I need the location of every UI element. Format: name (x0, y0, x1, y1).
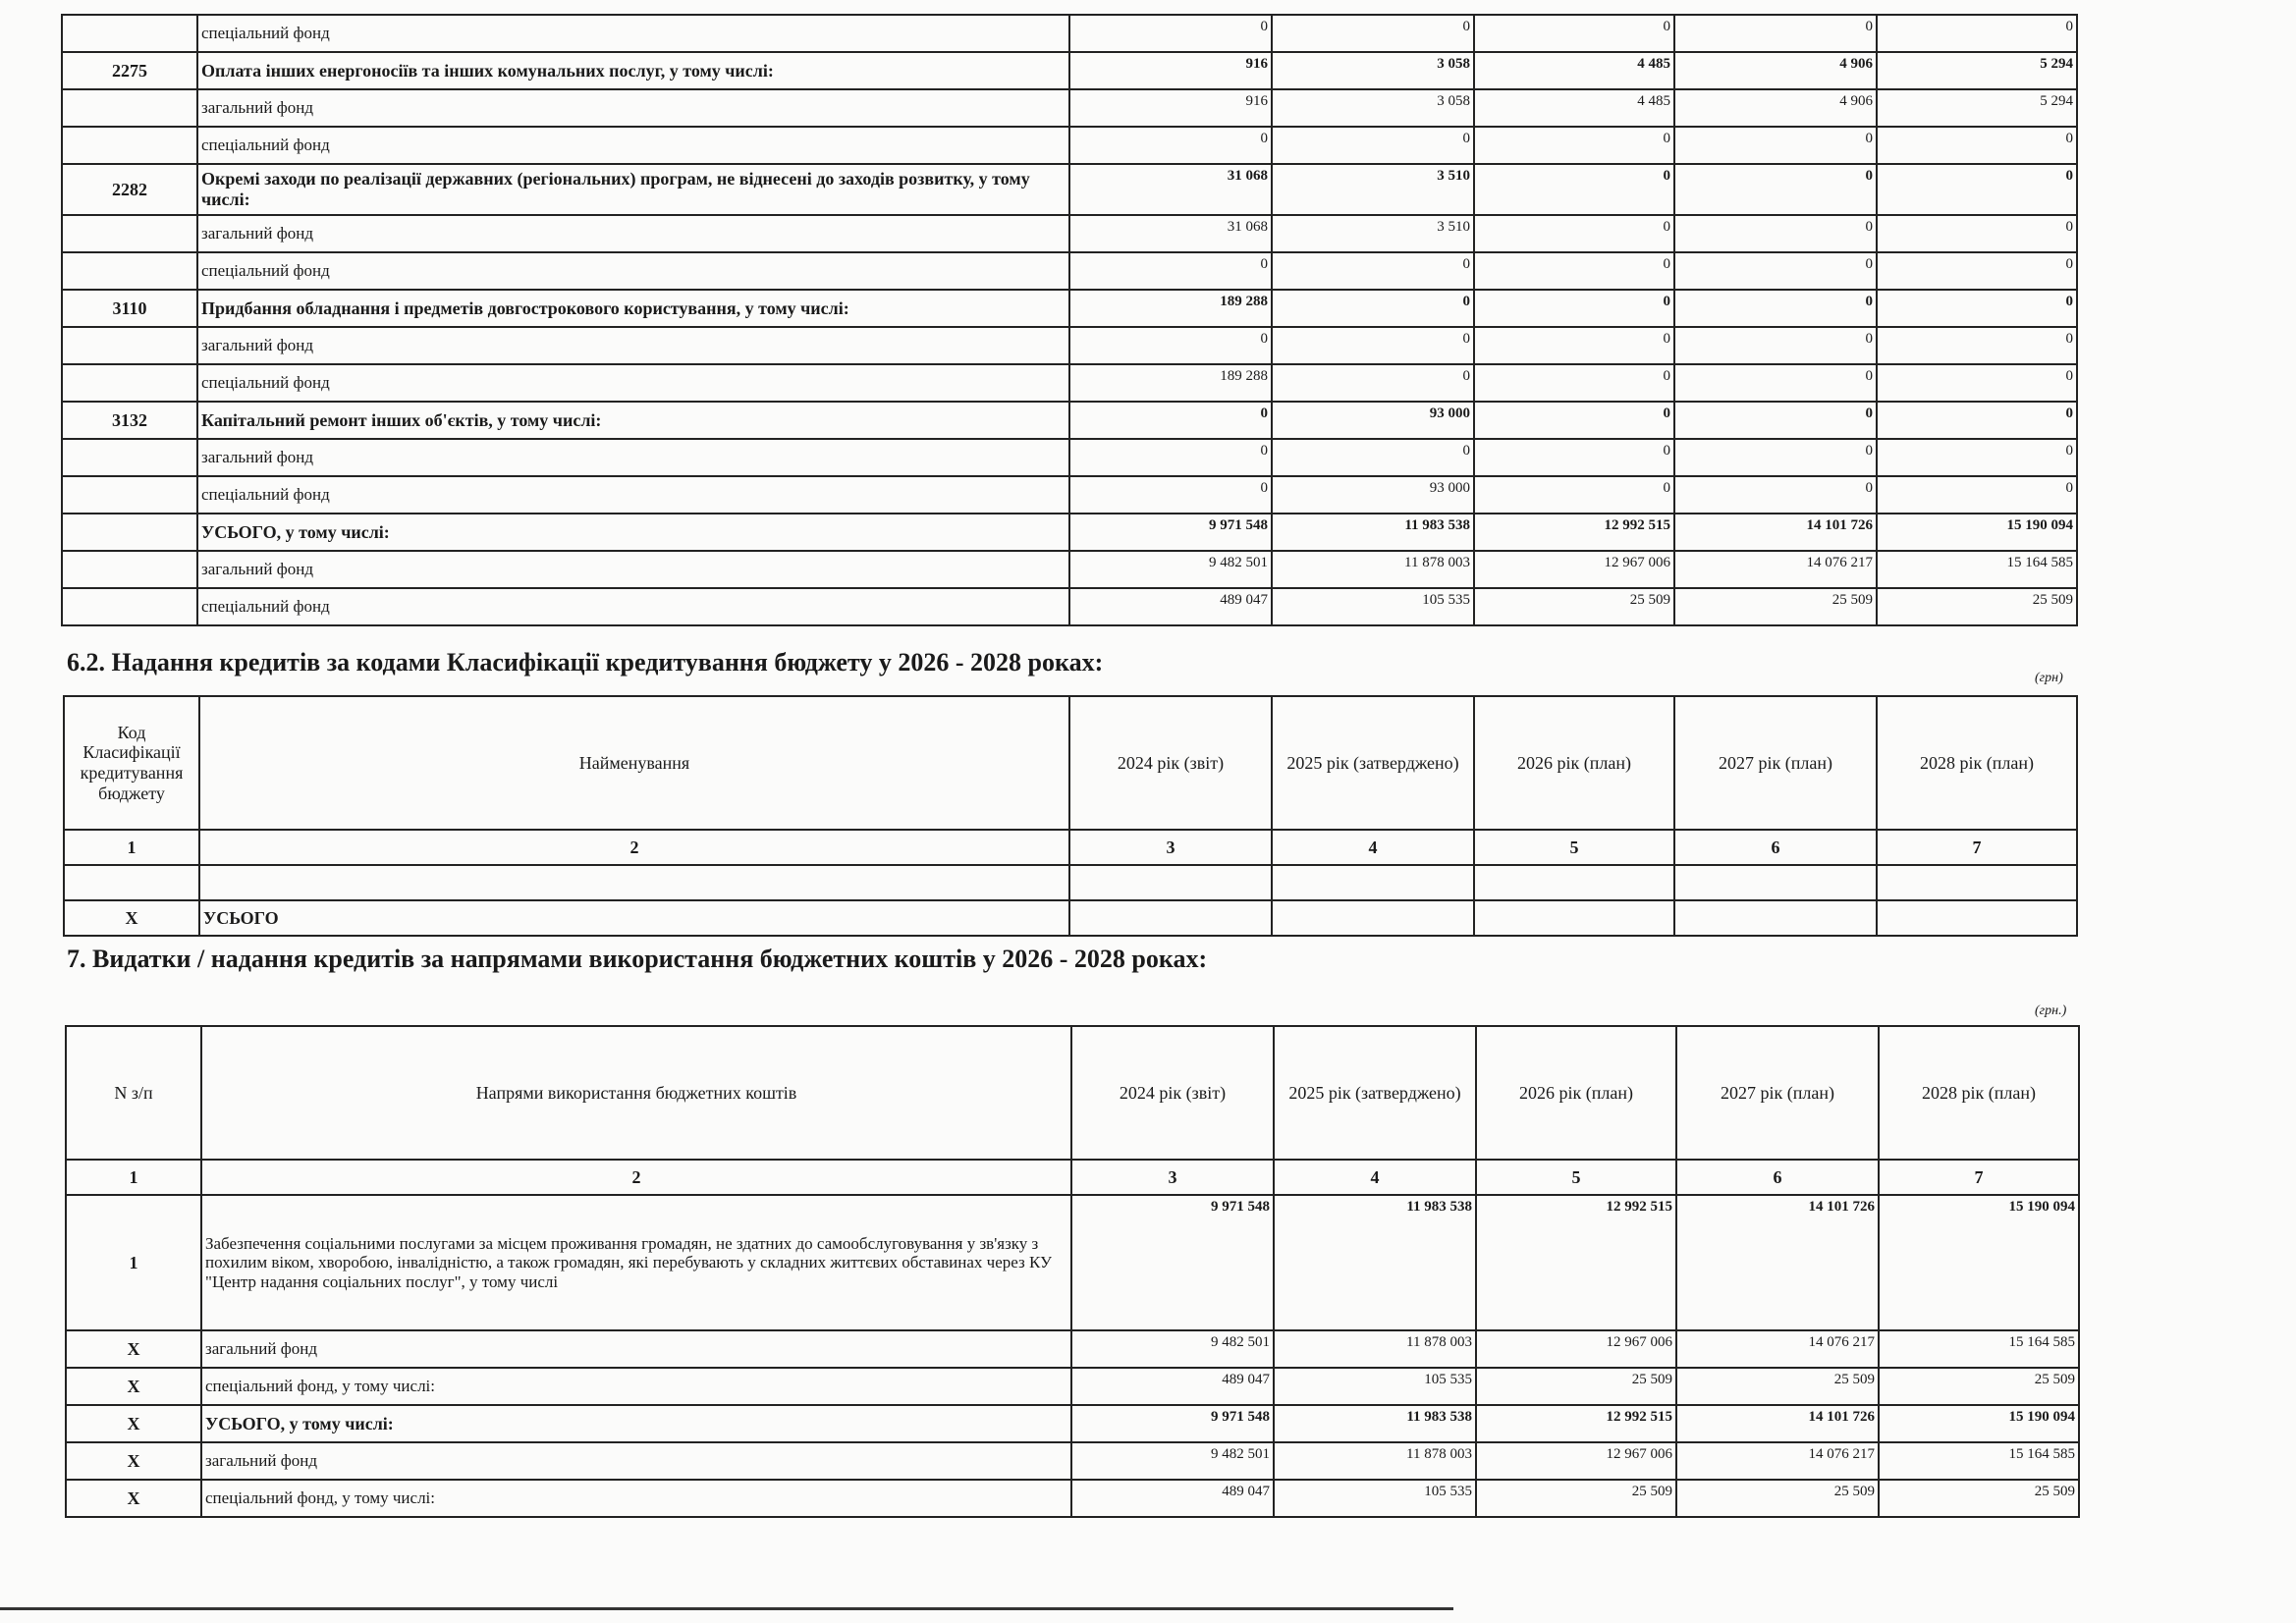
table-row (62, 551, 2077, 588)
row-code (62, 476, 197, 514)
total-label: УСЬОГО (199, 900, 1069, 936)
table-row (66, 1368, 2079, 1405)
directions-table (65, 1025, 2080, 1518)
row-code: Х (66, 1480, 201, 1517)
table-row (62, 52, 2077, 89)
row-value: 25 509 (1879, 1480, 2079, 1517)
row-code (62, 127, 197, 164)
table-row (62, 252, 2077, 290)
row-code (62, 551, 197, 588)
table-row (66, 1330, 2079, 1368)
row-value: 489 047 (1071, 1368, 1274, 1405)
row-code (62, 327, 197, 364)
empty-row (64, 865, 2077, 900)
table-row (62, 327, 2077, 364)
column-index: 4 (1272, 830, 1474, 865)
row-value: 0 (1877, 215, 2077, 252)
row-value: 105 535 (1274, 1368, 1476, 1405)
row-value: 31 068 (1069, 164, 1272, 215)
row-value: 0 (1474, 439, 1674, 476)
column-index: 5 (1474, 830, 1674, 865)
table-row (66, 1195, 2079, 1330)
column-header: Напрями використання бюджетних коштів (201, 1026, 1071, 1160)
row-code (62, 439, 197, 476)
column-header: 2025 рік (затверджено) (1274, 1026, 1476, 1160)
column-header: 2024 рік (звіт) (1069, 696, 1272, 830)
row-name: загальний фонд (197, 439, 1069, 476)
row-value: 25 509 (1877, 588, 2077, 625)
row-value: 0 (1069, 127, 1272, 164)
row-name: спеціальний фонд, у тому числі: (201, 1368, 1071, 1405)
row-value: 0 (1674, 127, 1877, 164)
row-value: 0 (1069, 252, 1272, 290)
row-value: 916 (1069, 89, 1272, 127)
column-header: 2027 рік (план) (1676, 1026, 1879, 1160)
row-value: 9 971 548 (1071, 1405, 1274, 1442)
row-value: 489 047 (1069, 588, 1272, 625)
row-name: загальний фонд (201, 1442, 1071, 1480)
row-value: 0 (1272, 15, 1474, 52)
table-row (62, 514, 2077, 551)
row-value: 105 535 (1272, 588, 1474, 625)
row-value: 0 (1474, 252, 1674, 290)
row-value: 11 878 003 (1274, 1330, 1476, 1368)
header-row (64, 696, 2077, 830)
row-value: 0 (1474, 327, 1674, 364)
row-name: спеціальний фонд (197, 127, 1069, 164)
row-name: спеціальний фонд (197, 588, 1069, 625)
row-value: 14 076 217 (1676, 1442, 1879, 1480)
column-index: 3 (1071, 1160, 1274, 1195)
row-value: 3 510 (1272, 215, 1474, 252)
column-index: 3 (1069, 830, 1272, 865)
row-name: загальний фонд (197, 327, 1069, 364)
table-row (62, 164, 2077, 215)
row-value: 489 047 (1071, 1480, 1274, 1517)
column-index: 7 (1879, 1160, 2079, 1195)
column-header: 2024 рік (звіт) (1071, 1026, 1274, 1160)
row-value: 12 967 006 (1476, 1442, 1676, 1480)
row-value: 0 (1674, 364, 1877, 402)
row-value: 14 076 217 (1676, 1330, 1879, 1368)
column-index: 1 (66, 1160, 201, 1195)
row-value: 0 (1474, 127, 1674, 164)
column-header: 2025 рік (затверджено) (1272, 696, 1474, 830)
row-name: загальний фонд (197, 89, 1069, 127)
row-value: 0 (1474, 15, 1674, 52)
row-value: 12 992 515 (1476, 1195, 1676, 1330)
row-value: 0 (1877, 15, 2077, 52)
row-value: 11 983 538 (1274, 1195, 1476, 1330)
section-6-2-title: 6.2. Надання кредитів за кодами Класифікації кредитування бюджету у 2026 - 2028 роках: (67, 648, 1104, 676)
row-name: Придбання обладнання і предметів довгострокового користування, у тому числі: (197, 290, 1069, 327)
row-value: 0 (1877, 402, 2077, 439)
credits-table (63, 695, 2078, 937)
row-value: 0 (1474, 164, 1674, 215)
row-code: Х (66, 1330, 201, 1368)
row-name: УСЬОГО, у тому числі: (201, 1405, 1071, 1442)
row-code: 2282 (62, 164, 197, 215)
row-value: 0 (1674, 476, 1877, 514)
table-row (62, 290, 2077, 327)
column-index: 4 (1274, 1160, 1476, 1195)
column-header: 2026 рік (план) (1476, 1026, 1676, 1160)
footer-divider (0, 1607, 1453, 1610)
row-code: 2275 (62, 52, 197, 89)
index-row (66, 1160, 2079, 1195)
row-value: 14 101 726 (1676, 1405, 1879, 1442)
row-value: 15 190 094 (1879, 1405, 2079, 1442)
row-value: 15 164 585 (1879, 1330, 2079, 1368)
row-value: 9 971 548 (1069, 514, 1272, 551)
column-index: 5 (1476, 1160, 1676, 1195)
row-name: загальний фонд (201, 1330, 1071, 1368)
row-value: 15 190 094 (1877, 514, 2077, 551)
row-value: 12 967 006 (1474, 551, 1674, 588)
row-value: 12 992 515 (1474, 514, 1674, 551)
row-value: 0 (1069, 327, 1272, 364)
table-row (62, 215, 2077, 252)
row-value: 25 509 (1879, 1368, 2079, 1405)
row-value: 14 101 726 (1676, 1195, 1879, 1330)
row-value: 14 101 726 (1674, 514, 1877, 551)
table-row (62, 364, 2077, 402)
row-value: 0 (1272, 327, 1474, 364)
column-index: 2 (199, 830, 1069, 865)
table-row (62, 15, 2077, 52)
row-value: 15 190 094 (1879, 1195, 2079, 1330)
table-row (66, 1405, 2079, 1442)
row-name: спеціальний фонд (197, 15, 1069, 52)
row-value: 4 906 (1674, 89, 1877, 127)
row-value: 0 (1272, 364, 1474, 402)
row-name: загальний фонд (197, 551, 1069, 588)
table-row (62, 476, 2077, 514)
column-header: Код Класифікації кредитування бюджету (64, 696, 199, 830)
row-value: 0 (1877, 164, 2077, 215)
row-value: 0 (1877, 290, 2077, 327)
header-row (66, 1026, 2079, 1160)
row-name: спеціальний фонд (197, 252, 1069, 290)
row-value: 12 967 006 (1476, 1330, 1676, 1368)
unit-label: (грн.) (2035, 1003, 2067, 1018)
row-value: 0 (1272, 127, 1474, 164)
row-value: 0 (1674, 15, 1877, 52)
table-row (62, 439, 2077, 476)
row-value: 0 (1674, 327, 1877, 364)
row-code (62, 215, 197, 252)
row-name: спеціальний фонд, у тому числі: (201, 1480, 1071, 1517)
row-value: 0 (1674, 164, 1877, 215)
row-value: 14 076 217 (1674, 551, 1877, 588)
row-value: 3 058 (1272, 89, 1474, 127)
row-value: 105 535 (1274, 1480, 1476, 1517)
table-row (62, 127, 2077, 164)
row-name: Оплата інших енергоносіїв та інших комунальних послуг, у тому числі: (197, 52, 1069, 89)
row-code (62, 252, 197, 290)
row-value: 0 (1272, 252, 1474, 290)
row-value: 0 (1272, 439, 1474, 476)
column-header: 2026 рік (план) (1474, 696, 1674, 830)
row-value: 12 992 515 (1476, 1405, 1676, 1442)
row-name: УСЬОГО, у тому числі: (197, 514, 1069, 551)
row-value: 0 (1674, 215, 1877, 252)
row-value: 0 (1674, 290, 1877, 327)
column-header: 2028 рік (план) (1877, 696, 2077, 830)
row-value: 0 (1877, 252, 2077, 290)
row-value: 9 482 501 (1071, 1442, 1274, 1480)
row-value: 11 983 538 (1272, 514, 1474, 551)
column-header: 2028 рік (план) (1879, 1026, 2079, 1160)
row-value: 25 509 (1676, 1368, 1879, 1405)
row-code: Х (66, 1405, 201, 1442)
table-row (66, 1442, 2079, 1480)
row-code (62, 15, 197, 52)
row-value: 0 (1474, 215, 1674, 252)
row-value: 0 (1877, 127, 2077, 164)
row-code: 3132 (62, 402, 197, 439)
column-index: 7 (1877, 830, 2077, 865)
row-value: 189 288 (1069, 364, 1272, 402)
row-code (62, 89, 197, 127)
table-row (62, 402, 2077, 439)
row-value: 0 (1474, 476, 1674, 514)
row-value: 3 510 (1272, 164, 1474, 215)
section-7-title: 7. Видатки / надання кредитів за напрямами використання бюджетних коштів у 2026 - 2028 роках: (67, 945, 1208, 973)
expenditure-table (61, 14, 2078, 626)
column-header: 2027 рік (план) (1674, 696, 1877, 830)
row-value: 25 509 (1476, 1368, 1676, 1405)
row-code: Х (66, 1368, 201, 1405)
row-name: Окремі заходи по реалізації державних (регіональних) програм, не віднесені до заходів розвитку, у тому числі: (197, 164, 1069, 215)
column-index: 6 (1674, 830, 1877, 865)
row-name: спеціальний фонд (197, 364, 1069, 402)
row-value: 9 971 548 (1071, 1195, 1274, 1330)
index-row (64, 830, 2077, 865)
row-value: 0 (1674, 402, 1877, 439)
row-name: загальний фонд (197, 215, 1069, 252)
row-value: 0 (1069, 476, 1272, 514)
row-value: 0 (1069, 402, 1272, 439)
row-value: 189 288 (1069, 290, 1272, 327)
row-value: 0 (1877, 439, 2077, 476)
column-header: N з/п (66, 1026, 201, 1160)
row-value: 25 509 (1474, 588, 1674, 625)
row-value: 0 (1474, 364, 1674, 402)
row-value: 11 983 538 (1274, 1405, 1476, 1442)
row-value: 5 294 (1877, 52, 2077, 89)
row-value: 9 482 501 (1069, 551, 1272, 588)
column-index: 2 (201, 1160, 1071, 1195)
column-index: 1 (64, 830, 199, 865)
row-value: 0 (1069, 15, 1272, 52)
row-value: 916 (1069, 52, 1272, 89)
row-code (62, 364, 197, 402)
row-code: Х (66, 1442, 201, 1480)
row-value: 11 878 003 (1274, 1442, 1476, 1480)
row-code (62, 588, 197, 625)
row-value: 15 164 585 (1879, 1442, 2079, 1480)
unit-label: (грн) (2035, 671, 2063, 685)
total-code: Х (64, 900, 199, 936)
row-value: 0 (1474, 402, 1674, 439)
row-value: 9 482 501 (1071, 1330, 1274, 1368)
row-value: 5 294 (1877, 89, 2077, 127)
row-value: 31 068 (1069, 215, 1272, 252)
row-value: 0 (1877, 476, 2077, 514)
row-value: 4 485 (1474, 52, 1674, 89)
row-code: 3110 (62, 290, 197, 327)
row-value: 4 906 (1674, 52, 1877, 89)
row-code: 1 (66, 1195, 201, 1330)
total-row (64, 900, 2077, 936)
row-value: 0 (1474, 290, 1674, 327)
row-value: 4 485 (1474, 89, 1674, 127)
column-index: 6 (1676, 1160, 1879, 1195)
row-value: 11 878 003 (1272, 551, 1474, 588)
row-value: 0 (1877, 364, 2077, 402)
row-value: 93 000 (1272, 402, 1474, 439)
row-value: 93 000 (1272, 476, 1474, 514)
table-row (62, 89, 2077, 127)
row-name: Капітальний ремонт інших об'єктів, у тому числі: (197, 402, 1069, 439)
row-value: 25 509 (1476, 1480, 1676, 1517)
row-value: 0 (1877, 327, 2077, 364)
row-value: 0 (1674, 252, 1877, 290)
row-value: 0 (1069, 439, 1272, 476)
table-row (66, 1480, 2079, 1517)
row-value: 3 058 (1272, 52, 1474, 89)
row-value: 0 (1272, 290, 1474, 327)
row-value: 15 164 585 (1877, 551, 2077, 588)
row-value: 25 509 (1674, 588, 1877, 625)
row-name: спеціальний фонд (197, 476, 1069, 514)
row-value: 0 (1674, 439, 1877, 476)
row-name: Забезпечення соціальними послугами за місцем проживання громадян, не здатних до самообслуговування у зв'язку з похилим віком, хворобою, інвалідністю, а також громадян, які перебувають у складних життєвих обставинах через КУ "Центр надання соціальних послуг", у тому числі (201, 1195, 1071, 1330)
table-row (62, 588, 2077, 625)
row-code (62, 514, 197, 551)
column-header: Найменування (199, 696, 1069, 830)
row-value: 25 509 (1676, 1480, 1879, 1517)
